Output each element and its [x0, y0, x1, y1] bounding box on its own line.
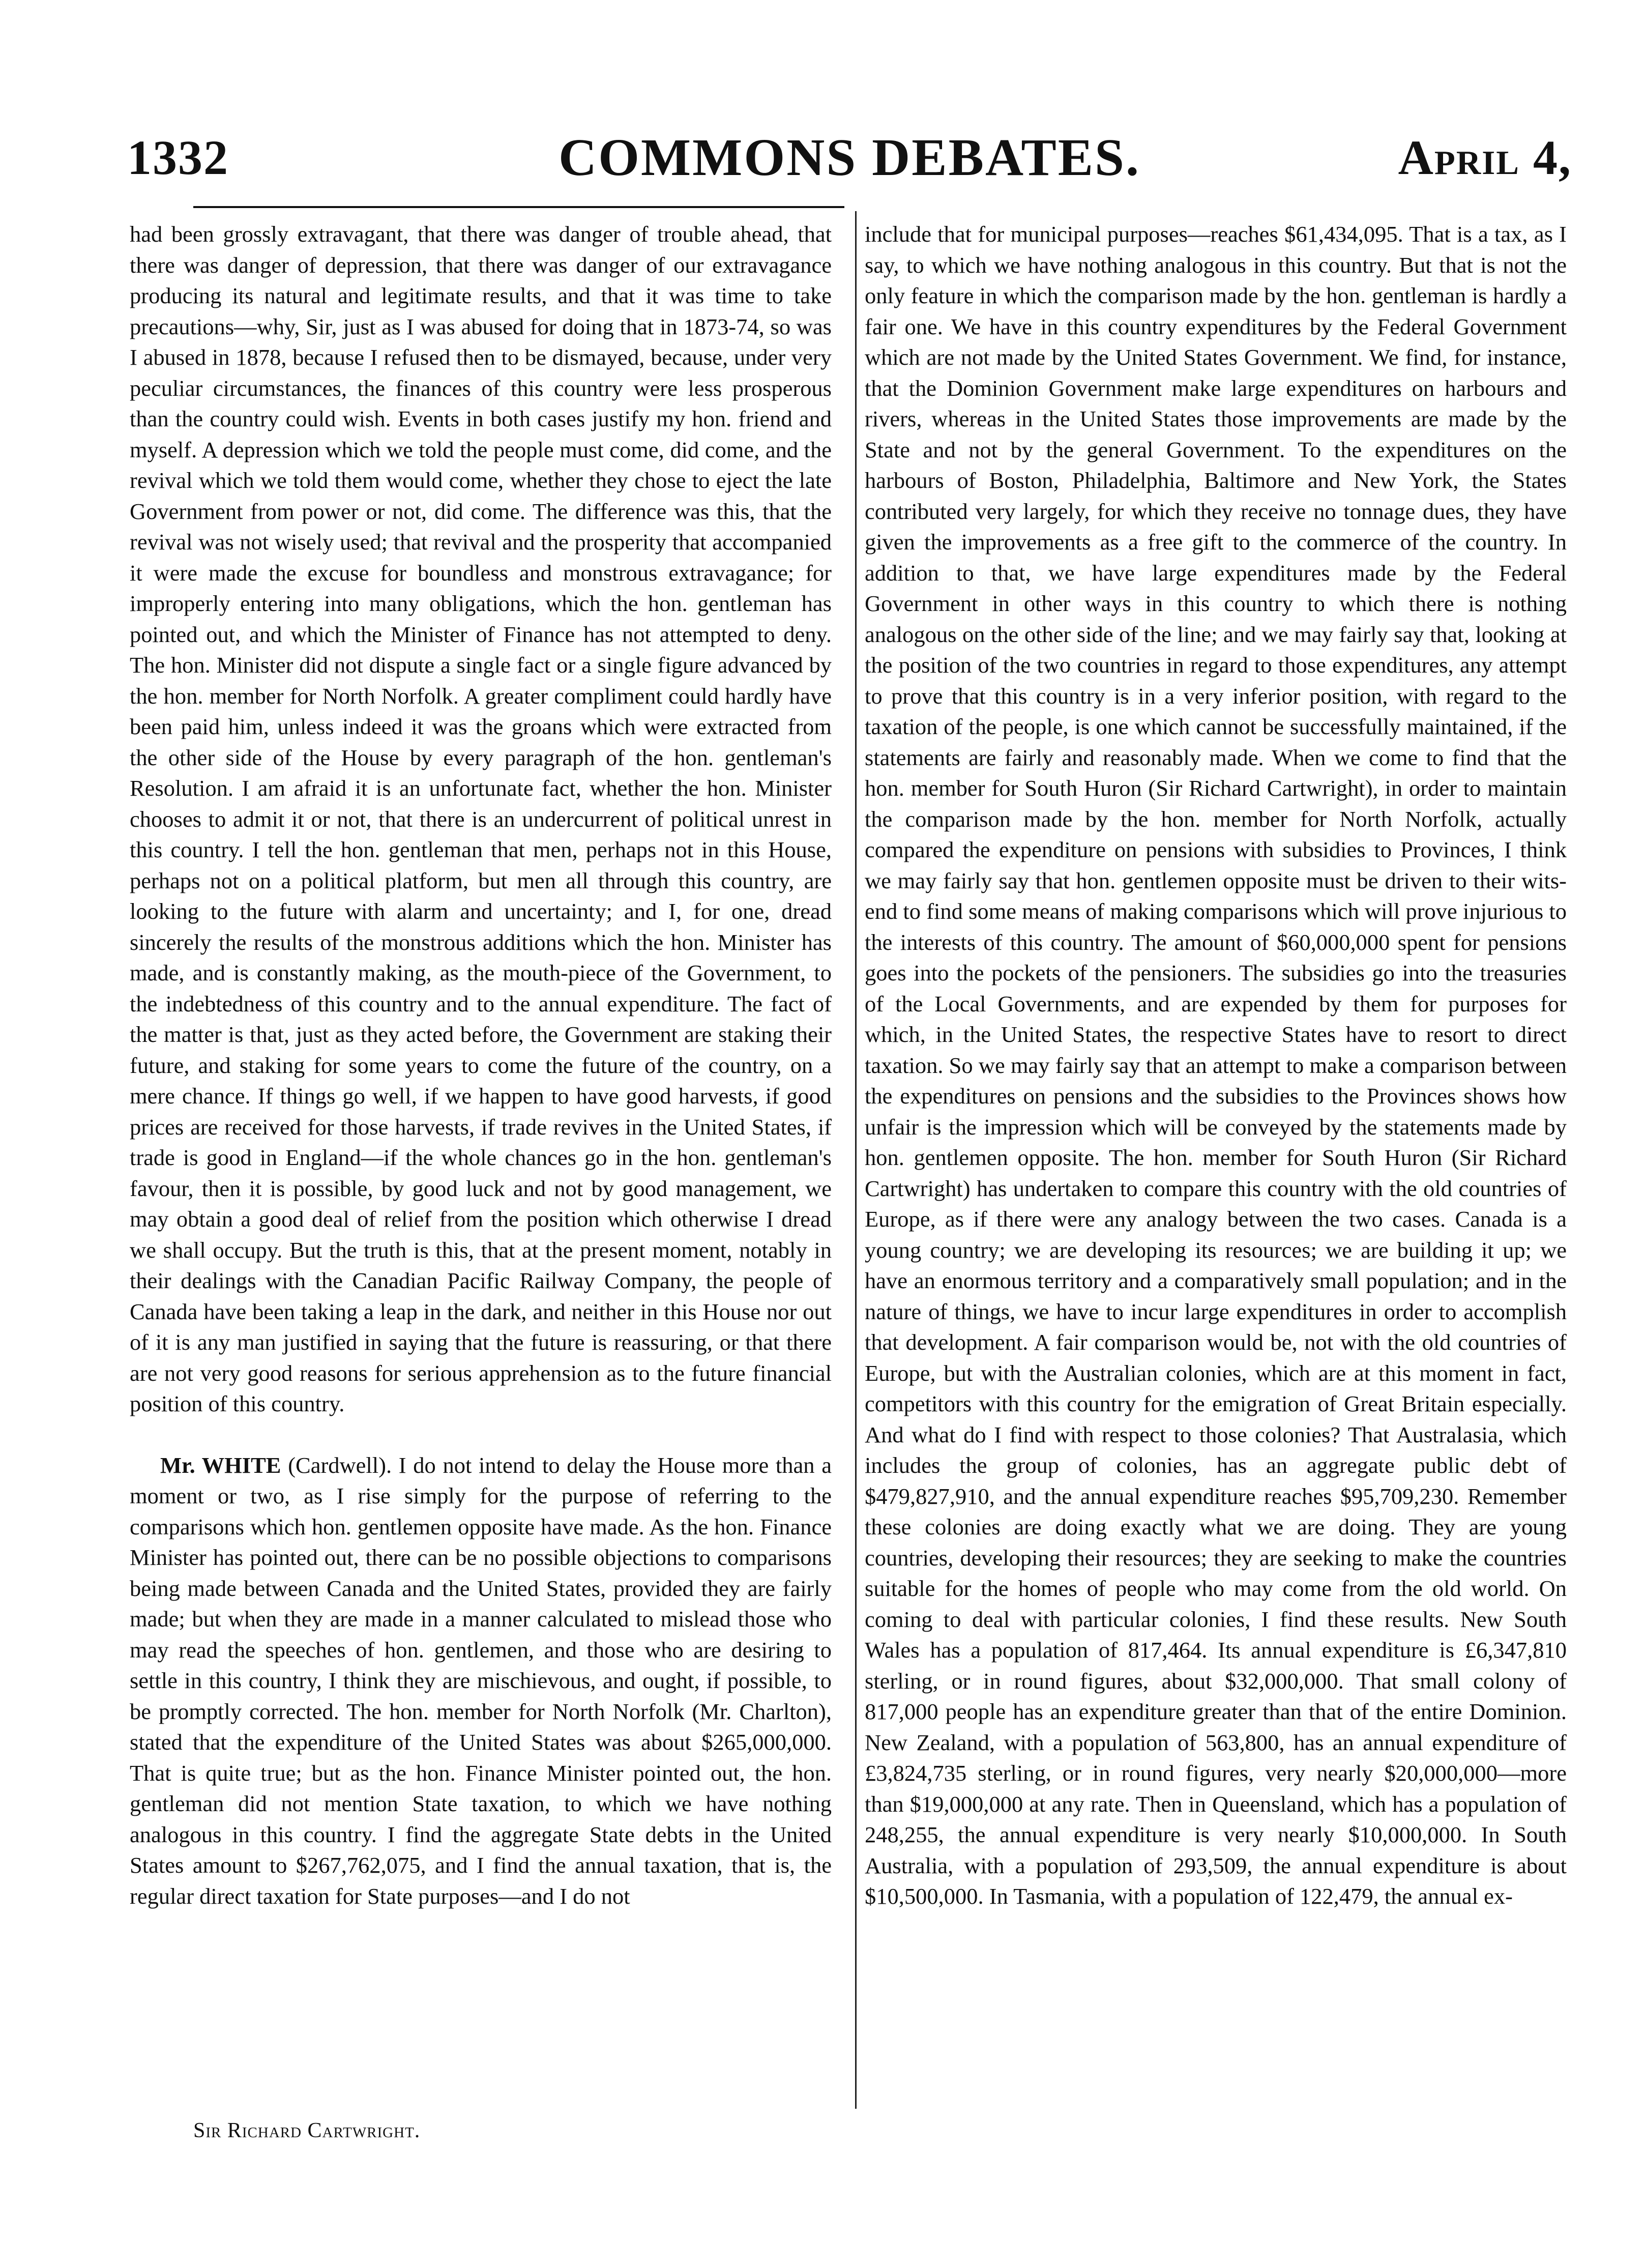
left-paragraph-1: had been grossly extravagant, that there was danger of trouble ahead, that there was danger of depression, that there was danger of our extravagance producing its natural and legitimate results, and that it was time to take precautions—why, Sir, just as I was abused for doing that in 1873-74, so was I abused in 1878, because I refused then to be dismayed, because, under very peculiar circumstances, the finances of this country were less prosperous than the country could wish. Events in both cases justify my hon. friend and myself. A depression which we told the people must come, did come, and the revival which we told them would come, whether they chose to eject the late Government from power or not, did come. The difference was this, that the revival was not wisely used; that revival and the prosperity that accompanied it were made the excuse for boundless and monstrous extravagance; for improperly entering into many obligations, which the hon. gentleman has pointed out, and which the Minister of Finance has not attempted to deny. The hon. Minister did not dispute a single fact or a single figure advanced by the hon. member for North Norfolk. A greater compliment could hardly have been paid him, unless indeed it was the groans which were extracted from the other side of the House by every paragraph of the hon. gentleman's Resolution. I am afraid it is an unfortunate fact, whether the hon. Minister chooses to admit it or not, that there is an undercurrent of political unrest in this country. I tell the hon. gentleman that men, perhaps not in this House, perhaps not on a political platform, but men all through this country, are looking to the future with alarm and uncertainty; and I, for one, dread sincerely the results of the monstrous additions which the hon. Minister has made, and is constantly making, as the mouth-piece of the Government, to the indebtedness of this country and to the annual expenditure. The fact of the matter is that, just as they acted before, the Government are staking their future, and staking for some years to come the future of the country, on a mere chance. If things go well, if we happen to have good harvests, if good prices are received for those harvests, if trade revives in the United States, if trade is good in England—if the whole chances go in the hon. gentleman's favour, then it is possible, by good luck and not by good management, we may obtain a good deal of relief from the position which otherwise I dread we shall occupy. But the truth is this, that at the present moment, notably in their dealings with the Canadian Pacific Railway Company, the people of Canada have been taking a leap in the dark, and neither in this House nor out of it is any man justified in saying that the future is reassuring, or that there are not very good reasons for serious apprehension as to the future financial position of this country. [130, 221, 832, 1416]
page-title: COMMONS DEBATES. [559, 128, 1140, 187]
page-signature: Sir Richard Cartwright. [193, 2119, 421, 2142]
left-column [130, 219, 832, 1911]
page-number: 1332 [127, 130, 229, 185]
page-date: April 4, [1398, 130, 1572, 185]
left-paragraph-2 [130, 1450, 832, 1912]
column-divider [855, 211, 857, 2109]
header-rule [193, 206, 844, 208]
speaker-name: Mr. WHITE [160, 1452, 281, 1478]
left-paragraph-2-text: (Cardwell). I do not intend to delay the House more than a moment or two, as I rise simply for the purpose of referring to the comparisons which hon. gentlemen opposite have made. As the hon. Finance Minister has pointed out, there can be no possible objections to comparisons being made between Canada and the United States, provided they are fairly made; but when they are made in a manner calculated to mislead those who may read the speeches of hon. gentlemen, and those who are desiring to settle in this country, I think they are mischievous, and ought, if possible, to be promptly corrected. The hon. member for North Norfolk (Mr. Charlton), stated that the expenditure of the United States was about $265,000,000. That is quite true; but as the hon. Finance Minister pointed out, the hon. gentleman did not mention State taxation, to which we have nothing analogous in this country. I find the aggregate State debts in the United States amount to $267,762,075, and I find the annual taxation, that is, the regular direct taxation for State purposes—and I do not [130, 1452, 832, 1909]
paragraph-gap [130, 1419, 832, 1450]
right-paragraph-1: include that for municipal purposes—reaches $61,434,095. That is a tax, as I say, to which we have nothing analogous in this country. But that is not the only feature in which the comparison made by the hon. gentleman is hardly a fair one. We have in this country expenditures by the Federal Government which are not made by the United States Government. We find, for instance, that the Dominion Government make large expenditures on harbours and rivers, whereas in the United States those improvements are made by the State and not by the general Government. To the expenditures on the harbours of Boston, Philadelphia, Baltimore and New York, the States contributed very largely, for which they receive no tonnage dues, they have given the improvements as a free gift to the commerce of the country. In addition to that, we have large expenditures made by the Federal Government in other ways in this country to which there is nothing analogous on the other side of the line; and we may fairly say that, looking at the position of the two countries in regard to those expenditures, any attempt to prove that this country is in a very inferior position, with regard to the taxation of the people, is one which cannot be successfully maintained, if the statements are fairly and reasonably made. When we come to find that the hon. member for South Huron (Sir Richard Cartwright), in order to maintain the comparison made by the hon. member for North Norfolk, actually compared the expenditure on pensions with subsidies to Provinces, I think we may fairly say that hon. gentlemen opposite must be driven to their wits-end to find some means of making comparisons which will prove injurious to the interests of this country. The amount of $60,000,000 spent for pensions goes into the pockets of the pensioners. The subsidies go into the treasuries of the Local Governments, and are expended by them for purposes for which, in the United States, the respective States have to resort to direct taxation. So we may fairly say that an attempt to make a comparison between the expenditures on pensions and the subsidies to the Provinces shows how unfair is the impression which will be conveyed by the statements made by hon. gentlemen opposite. The hon. member for South Huron (Sir Richard Cartwright) has undertaken to compare this country with the old countries of Europe, as if there were any analogy between the two cases. Canada is a young country; we are developing its resources; we are building it up; we have an enormous territory and a comparatively small population; and in the nature of things, we have to incur large expenditures in order to accomplish that development. A fair comparison would be, not with the old countries of Europe, but with the Australian colonies, which are at this moment in fact, competitors with this country for the emigration of Great Britain especially. And what do I find with respect to those colonies? That Australasia, which includes the group of colonies, has an aggregate public debt of $479,827,910, and the annual expenditure reaches $95,709,230. Remember these colonies are doing exactly what we are doing. They are young countries, developing their resources; they are seeking to make the countries suitable for the homes of people who may come from the old world. On coming to deal with particular colonies, I find these results. New South Wales has a population of 817,464. Its annual expenditure is £6,347,810 sterling, or in round figures, about $32,000,000. That small colony of 817,000 people has an expenditure greater than that of the entire Dominion. New Zealand, with a population of 563,800, has an annual expenditure of £3,824,735 sterling, or in round figures, very nearly $20,000,000—more than $19,000,000 at any rate. Then in Queensland, which has a population of 248,255, the annual expenditure is very nearly $10,000,000. In South Australia, with a population of 293,509, the annual expenditure is about $10,500,000. In Tasmania, with a population of 122,479, the annual ex- [865, 221, 1567, 1909]
page-header [127, 122, 1572, 193]
right-column [865, 219, 1567, 1912]
